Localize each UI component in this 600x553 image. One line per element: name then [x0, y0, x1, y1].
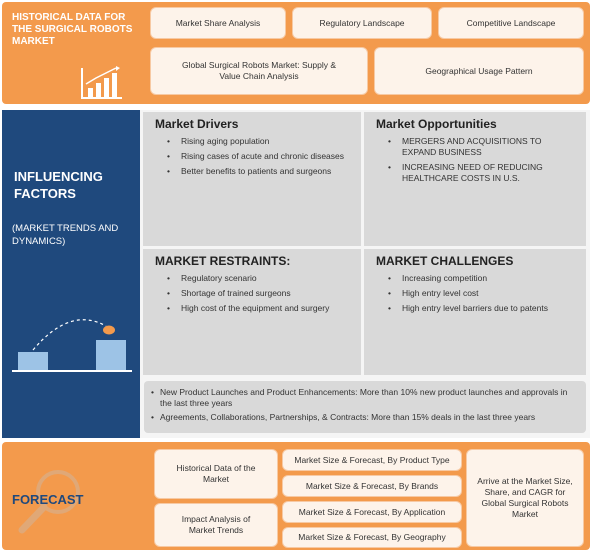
supply-value-chain-box: Global Surgical Robots Market: Supply & Value Chain Analysis [150, 47, 368, 95]
market-share-analysis-box: Market Share Analysis [150, 7, 286, 39]
forecast-geography-box: Market Size & Forecast, By Geography [282, 527, 462, 548]
list-item: • Increasing competition [376, 273, 576, 284]
list-item: • Rising cases of acute and chronic diseases [155, 151, 345, 162]
influencing-factors-subtitle: (MARKET TRENDS AND DYNAMICS) [12, 223, 119, 247]
market-challenges-title: MARKET CHALLENGES [376, 254, 514, 268]
market-opportunities-title: Market Opportunities [376, 117, 497, 131]
forecast-product-type-box: Market Size & Forecast, By Product Type [282, 449, 462, 471]
market-restraints-quadrant [143, 249, 361, 375]
list-item: • High cost of the equipment and surgery [155, 303, 355, 314]
list-item: • Rising aging population [155, 136, 355, 147]
forecast-label: FORECAST [12, 492, 84, 507]
list-item: • High entry level barriers due to patents [376, 303, 576, 314]
historical-data-title: HISTORICAL DATA FOR THE SURGICAL ROBOTS MARKET [12, 12, 133, 47]
geographical-usage-box: Geographical Usage Pattern [374, 47, 584, 95]
bouncing-ball-icon [10, 310, 134, 376]
regulatory-landscape-box: Regulatory Landscape [292, 7, 432, 39]
list-item: • Shortage of trained surgeons [155, 288, 355, 299]
bar-chart-growth-icon [80, 66, 124, 100]
market-restraints-title: MARKET RESTRAINTS: [155, 254, 291, 268]
influencing-factors-sidebar [2, 110, 140, 438]
forecast-application-box: Market Size & Forecast, By Application [282, 501, 462, 523]
market-drivers-title: Market Drivers [155, 117, 239, 131]
list-item: • High entry level cost [376, 288, 576, 299]
developments-box [144, 381, 586, 433]
market-drivers-quadrant [143, 112, 361, 246]
market-size-result-box: Arrive at the Market Size, Share, and CAGR for Global Surgical Robots Market [466, 449, 584, 547]
list-item: • INCREASING NEED OF REDUCING HEALTHCARE COSTS IN U.S. [376, 162, 556, 184]
impact-analysis-box: Impact Analysis of Market Trends [154, 503, 278, 547]
historical-data-market-box: Historical Data of the Market [154, 449, 278, 499]
influencing-factors-title: INFLUENCING FACTORS [14, 169, 103, 201]
competitive-landscape-box: Competitive Landscape [438, 7, 584, 39]
list-item: • MERGERS AND ACQUISITIONS TO EXPAND BUSINESS [376, 136, 556, 158]
list-item: • Better benefits to patients and surgeons [155, 166, 355, 177]
list-item: • Regulatory scenario [155, 273, 355, 284]
forecast-brands-box: Market Size & Forecast, By Brands [282, 475, 462, 497]
market-challenges-quadrant [364, 249, 586, 375]
list-item: • New Product Launches and Product Enhancements: More than 10% new product launches and approvals in the last three years [150, 387, 575, 409]
list-item: • Agreements, Collaborations, Partnerships, & Contracts: More than 15% deals in the last three years [150, 412, 575, 423]
market-opportunities-quadrant [364, 112, 586, 246]
